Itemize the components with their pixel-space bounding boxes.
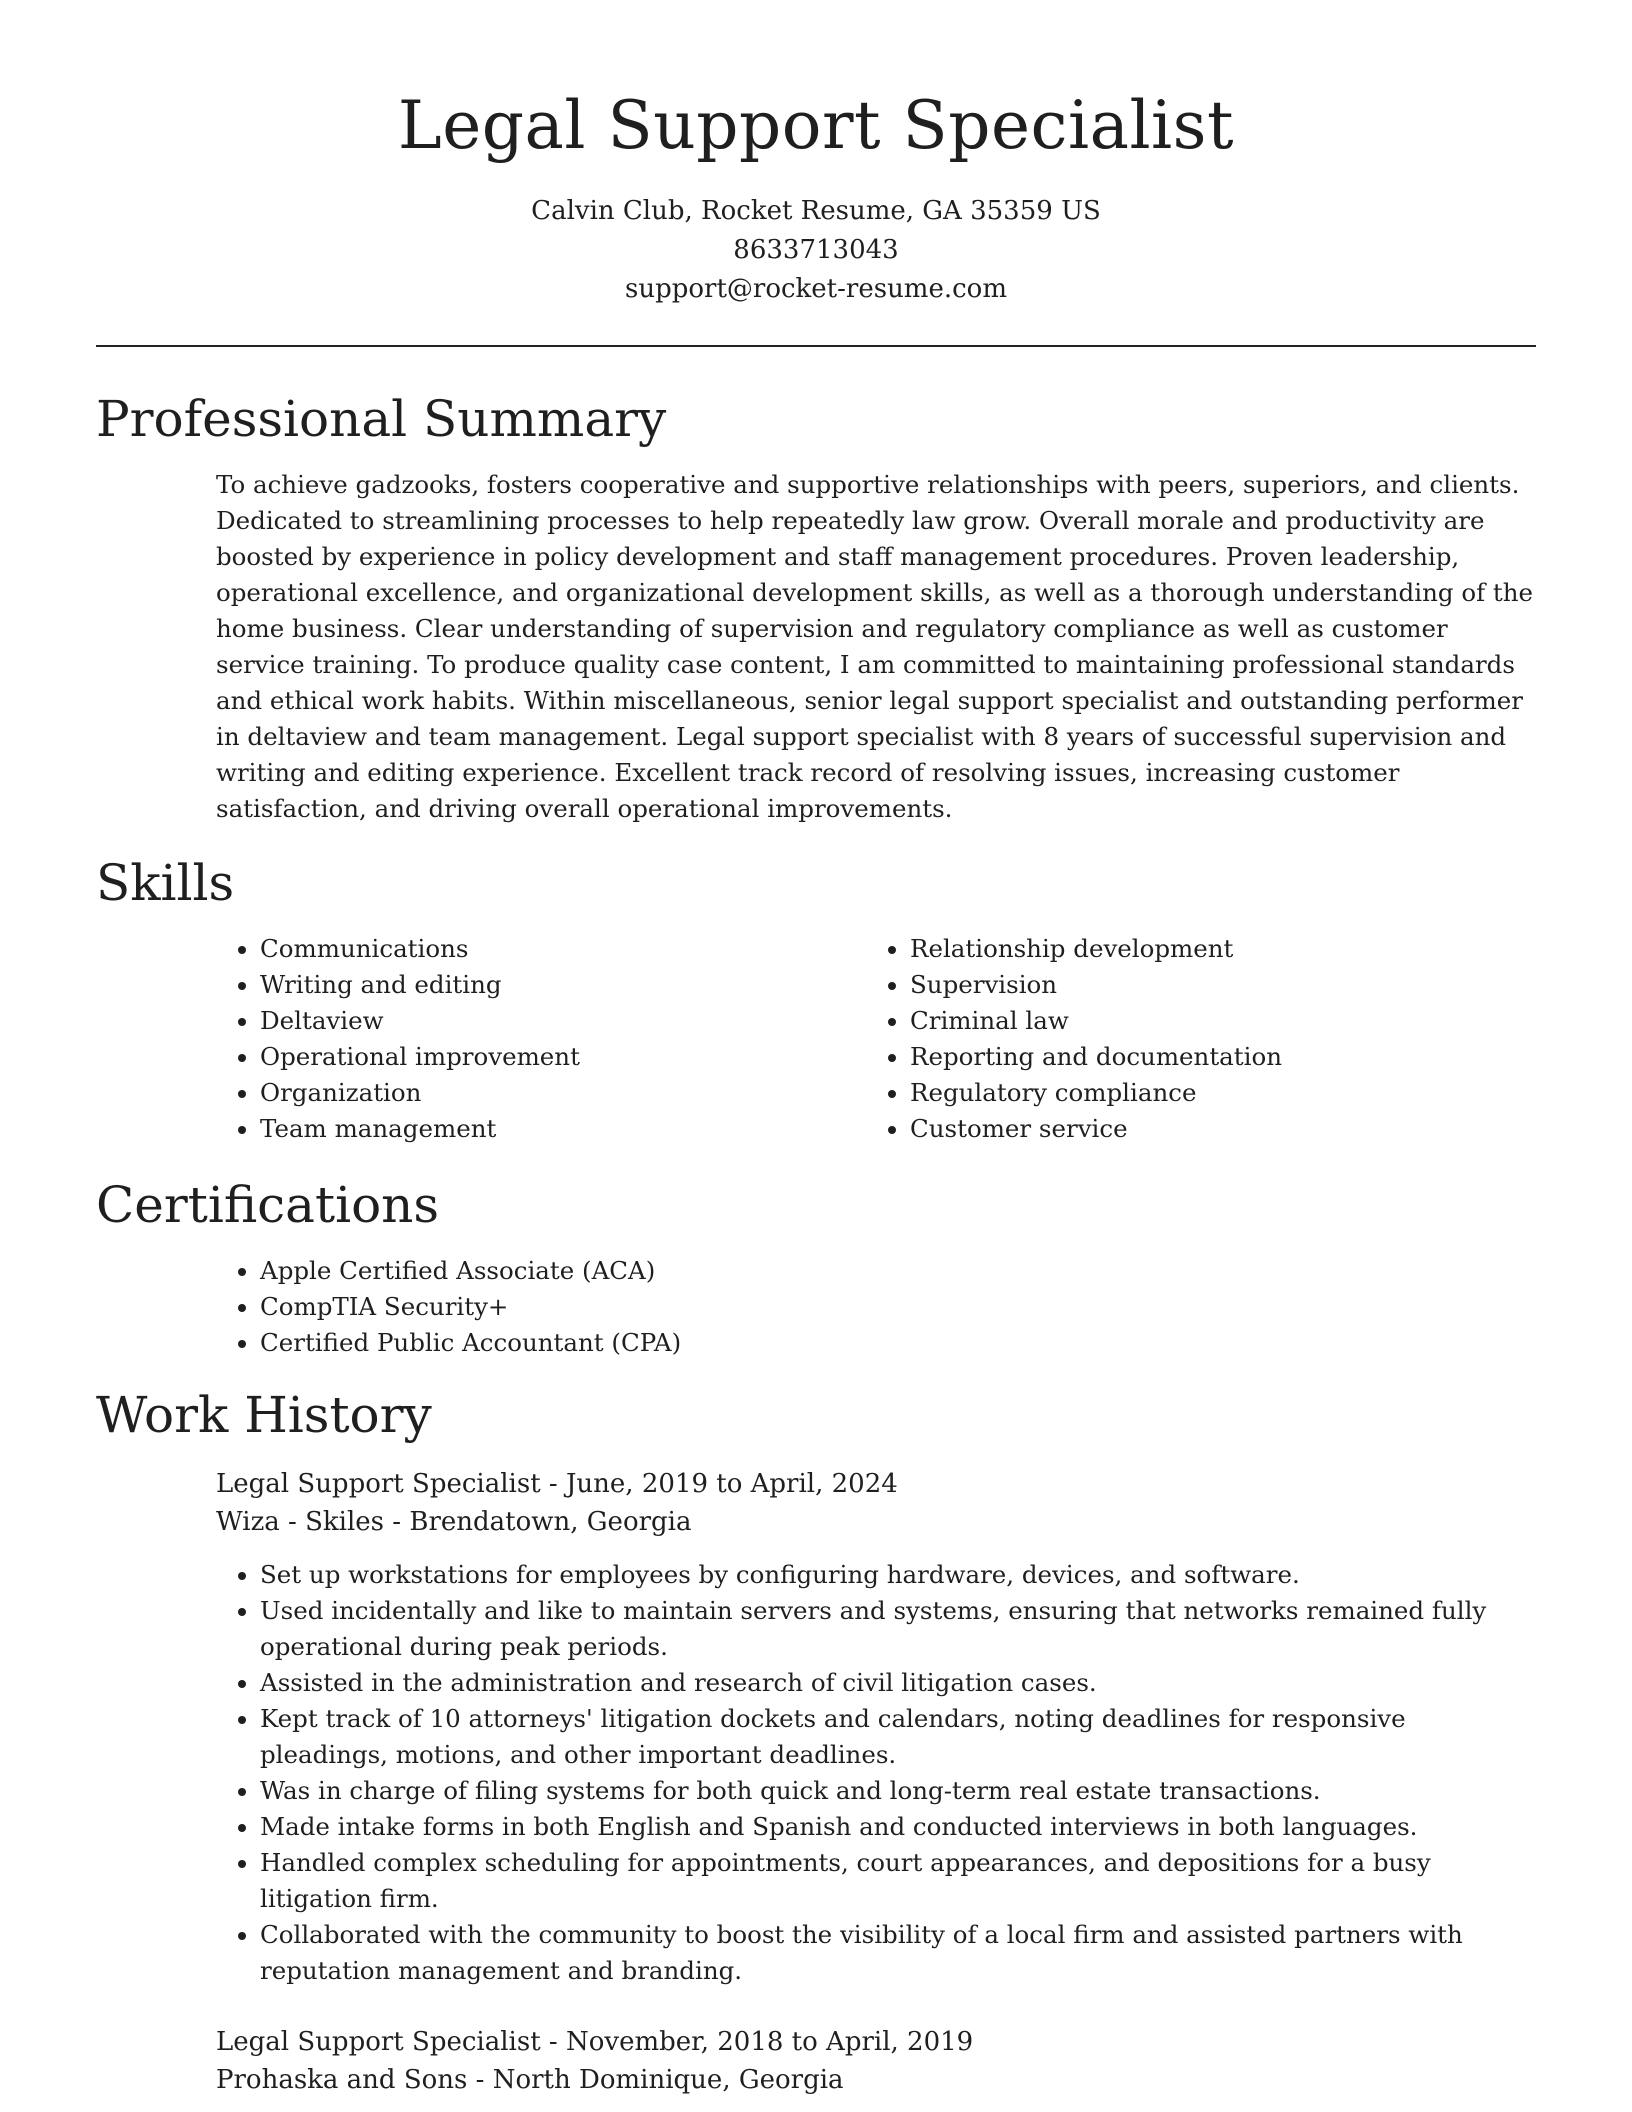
skills-grid <box>216 931 1536 1147</box>
job-title: Legal Support Specialist <box>216 1469 541 1499</box>
job-bullet: • Used incidentally and like to maintain servers and systems, ensuring that networks remained fully operational during peak periods. <box>260 1593 1536 1665</box>
job-employer: Prohaska and Sons <box>216 2065 468 2095</box>
certifications-list <box>216 1253 1536 1361</box>
skills-column-left <box>216 931 866 1147</box>
job-title: Legal Support Specialist <box>216 2027 541 2057</box>
skill-item: • Communications <box>260 931 866 967</box>
certifications-heading: Certifications <box>96 1176 440 1234</box>
resume-header <box>96 0 1536 309</box>
certification-item: • Apple Certified Associate (ACA) <box>260 1253 1536 1289</box>
skill-item: • Customer service <box>910 1111 1516 1147</box>
certifications-block <box>216 1253 1536 1361</box>
phone-line: 8633713043 <box>733 235 899 265</box>
job-employer-line <box>216 2061 1536 2099</box>
job-dates: - June, 2019 to April, 2024 <box>540 1469 898 1499</box>
skill-item: • Criminal law <box>910 1003 1516 1039</box>
job-bullet: • Collaborated with the community to boost the visibility of a local firm and assisted partners with reputation management and branding. <box>260 1917 1536 1989</box>
email-line: support@rocket-resume.com <box>624 274 1007 304</box>
job-bullet: • Handled complex scheduling for appointments, court appearances, and depositions for a busy litigation firm. <box>260 1845 1536 1917</box>
skill-item: • Operational improvement <box>260 1039 866 1075</box>
skill-item: • Relationship development <box>910 931 1516 967</box>
skill-item: • Supervision <box>910 967 1516 1003</box>
job-bullet: • Made intake forms in both English and Spanish and conducted interviews in both languages. <box>260 1809 1536 1845</box>
job-bullet: • Kept track of 10 attorneys' litigation dockets and calendars, noting deadlines for responsive pleadings, motions, and other important deadlines. <box>260 1701 1536 1773</box>
job-bullet: • Assisted in the administration and research of civil litigation cases. <box>260 1665 1536 1701</box>
skill-item: • Organization <box>260 1075 866 1111</box>
address-line: Calvin Club, Rocket Resume, GA 35359 US <box>531 196 1101 226</box>
job-title-line <box>216 1465 1536 1503</box>
skill-item: • Writing and editing <box>260 967 866 1003</box>
contact-block <box>96 192 1536 309</box>
job-entry <box>216 2023 1536 2099</box>
resume-page <box>96 0 1536 2099</box>
job-dates: - November, 2018 to April, 2019 <box>540 2027 974 2057</box>
job-title-line <box>216 2023 1536 2061</box>
skill-item: • Reporting and documentation <box>910 1039 1516 1075</box>
candidate-name: Legal Support Specialist <box>397 87 1235 164</box>
header-divider <box>96 345 1536 347</box>
job-bullet: • Set up workstations for employees by configuring hardware, devices, and software. <box>260 1557 1536 1593</box>
skill-item: • Team management <box>260 1111 866 1147</box>
summary-heading: Professional Summary <box>96 390 667 448</box>
job-bullet: • Was in charge of filing systems for both quick and long-term real estate transactions. <box>260 1773 1536 1809</box>
skills-column-right <box>866 931 1516 1147</box>
job-location: - North Dominique, Georgia <box>467 2065 844 2095</box>
work-history-heading: Work History <box>96 1386 432 1444</box>
certification-item: • Certified Public Accountant (CPA) <box>260 1325 1536 1361</box>
job-location: - Brendatown, Georgia <box>384 1507 692 1537</box>
skill-item: • Deltaview <box>260 1003 866 1039</box>
summary-text: To achieve gadzooks, fosters cooperative and supportive relationships with peers, superiors, and clients. Dedicated to streamlining processes to help repeatedly law grow. Overall morale and productivity are boosted by experience in policy development and staff management procedures. Proven leadership, operational excellence, and organizational development skills, as well as a thorough understanding of the home business. Clear understanding of supervision and regulatory compliance as well as customer service training. To produce quality case content, I am committed to maintaining professional standards and ethical work habits. Within miscellaneous, senior legal support specialist and outstanding performer in deltaview and team management. Legal support specialist with 8 years of successful supervision and writing and editing experience. Excellent track record of resolving issues, increasing customer satisfaction, and driving overall operational improvements. <box>216 470 1534 823</box>
job-employer: Wiza - Skiles <box>216 1507 385 1537</box>
skill-item: • Regulatory compliance <box>910 1075 1516 1111</box>
skills-list-left <box>216 931 866 1147</box>
job-entry <box>216 1465 1536 1989</box>
job-employer-line <box>216 1503 1536 1541</box>
skills-heading: Skills <box>96 854 235 912</box>
skills-list-right <box>866 931 1516 1147</box>
job-bullets <box>216 1557 1536 1989</box>
certification-item: • CompTIA Security+ <box>260 1289 1536 1325</box>
